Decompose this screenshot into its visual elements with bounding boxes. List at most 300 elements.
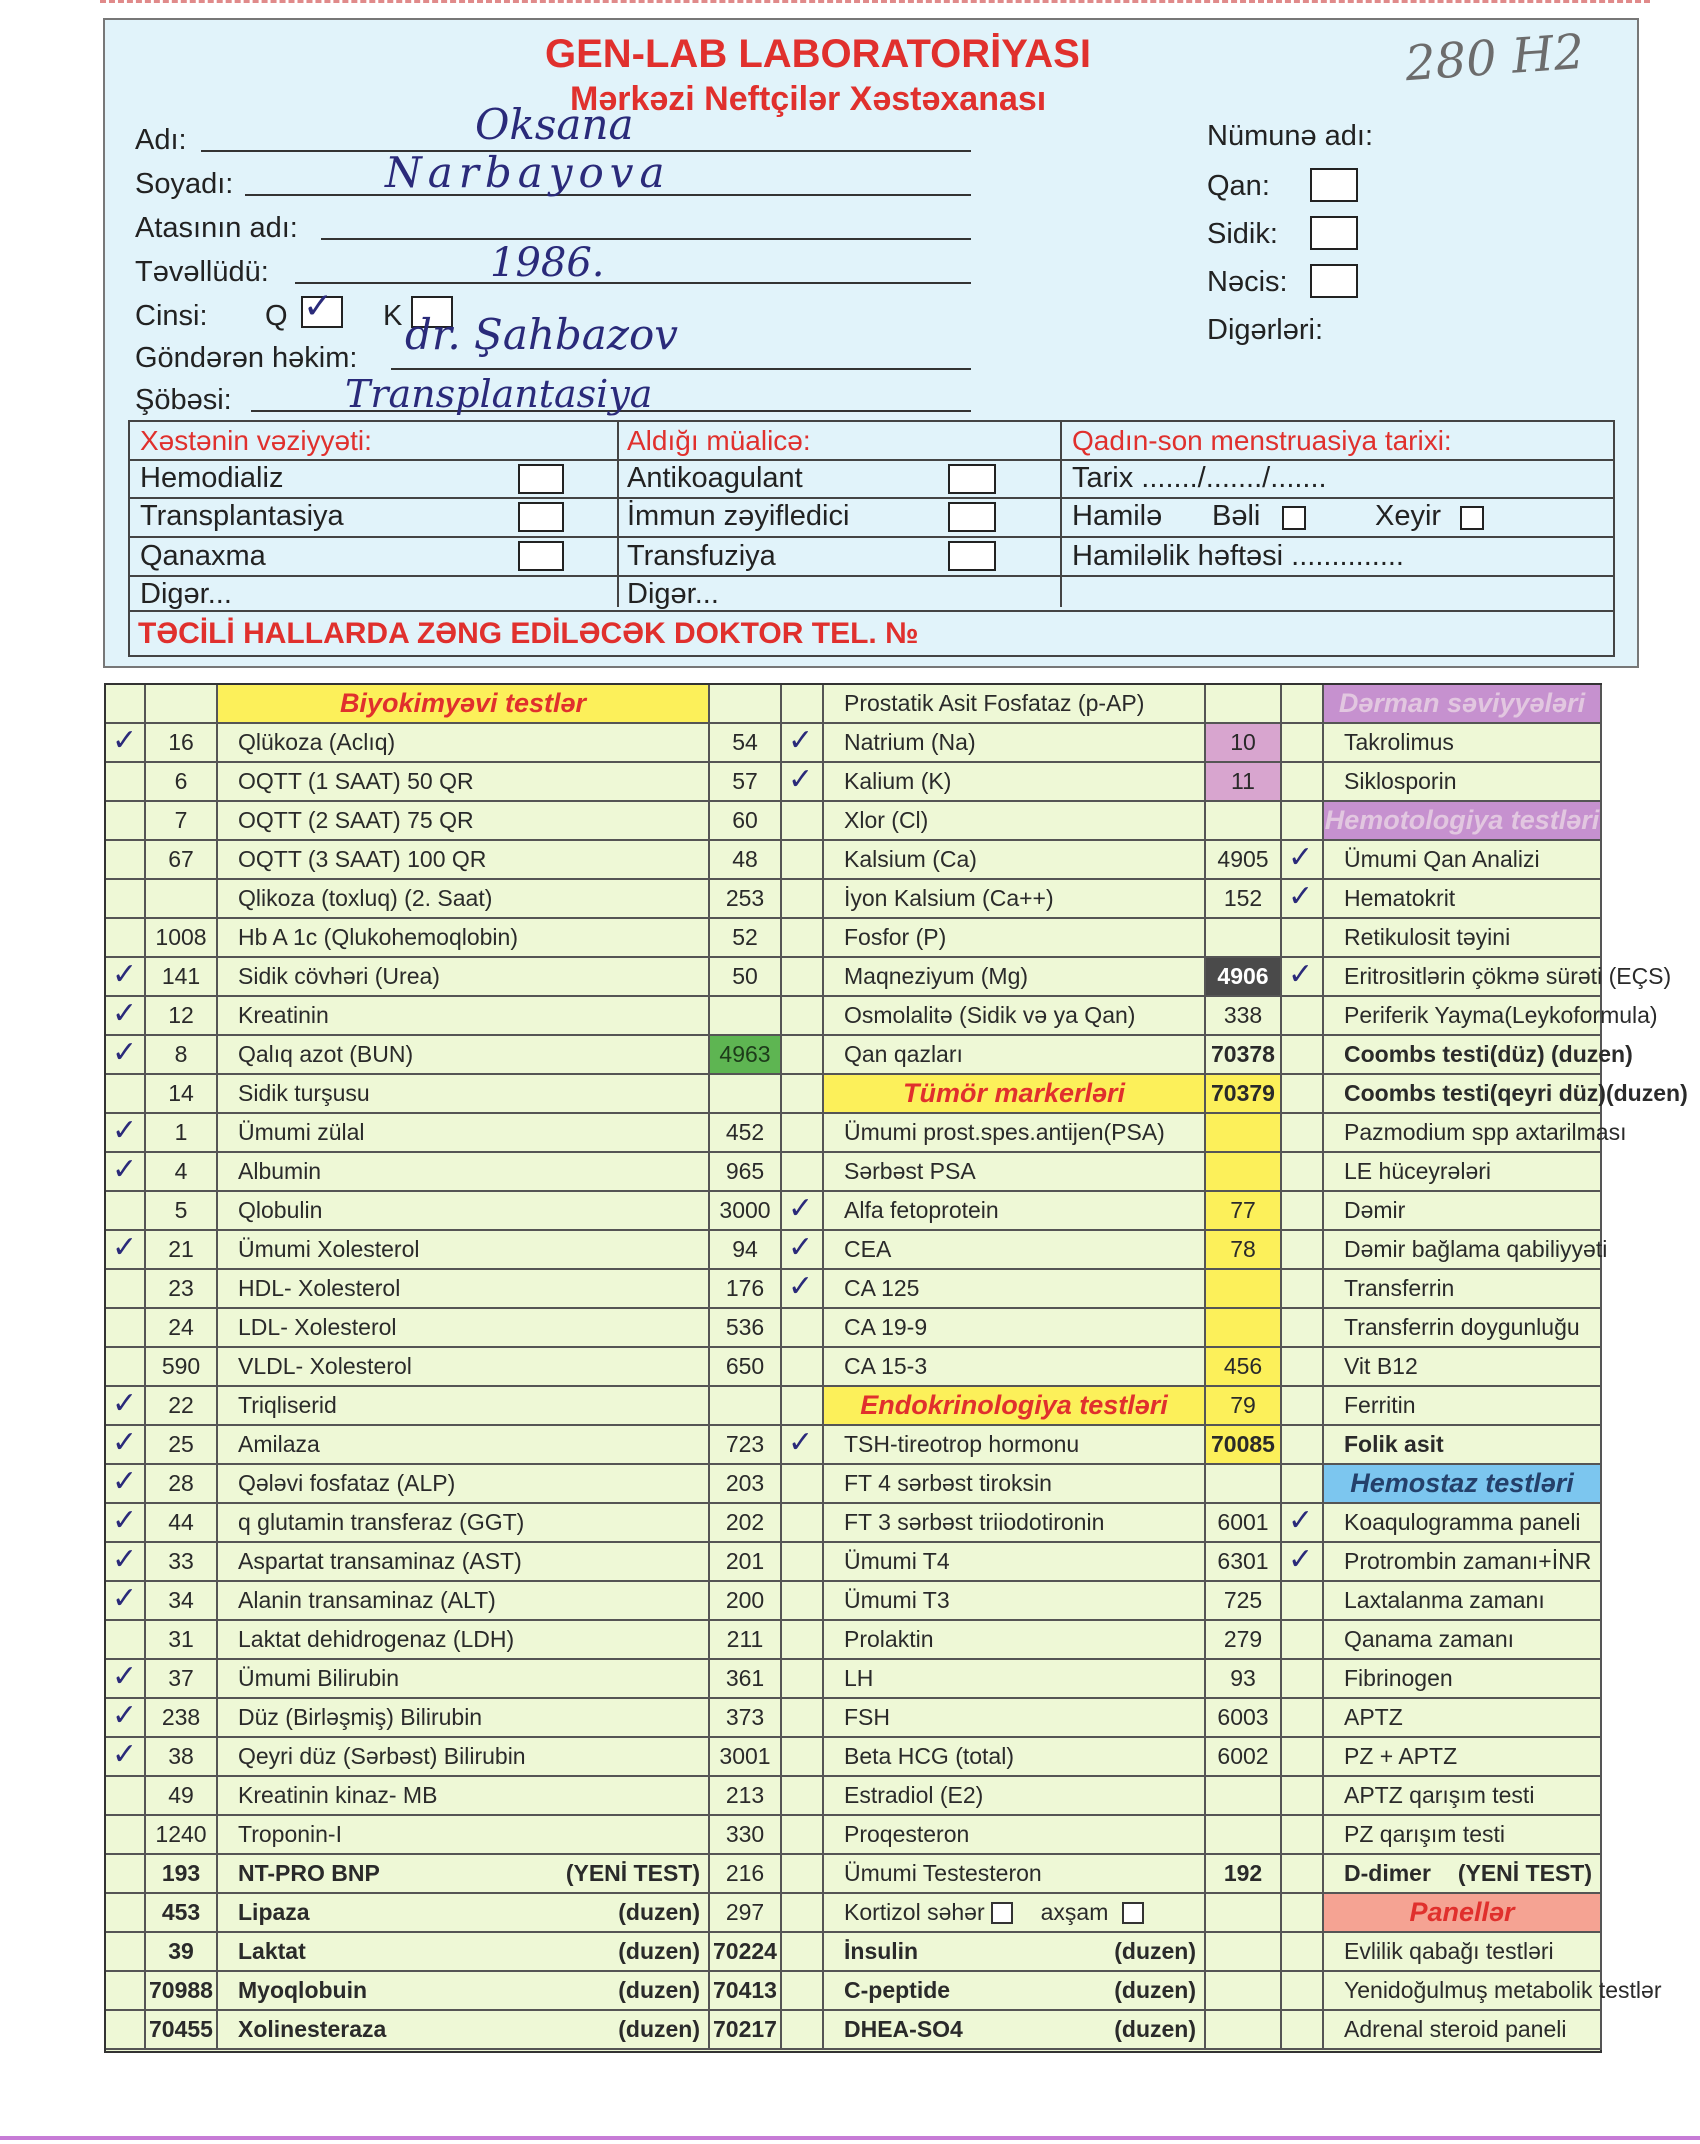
- test-name-text: HDL- Xolesterol: [238, 1275, 401, 1301]
- test-code: 536: [710, 1309, 782, 1348]
- test-name[interactable]: [824, 1894, 1206, 1933]
- test-name[interactable]: [218, 1465, 710, 1504]
- test-name[interactable]: [1324, 1933, 1602, 1972]
- check-cell[interactable]: [1282, 1660, 1324, 1699]
- check-cell[interactable]: [106, 1309, 146, 1348]
- condition-hemodialysis-checkbox[interactable]: [518, 464, 564, 494]
- check-cell[interactable]: [782, 1348, 824, 1387]
- test-name[interactable]: [1324, 1075, 1688, 1114]
- test-code: 57: [710, 763, 782, 802]
- check-cell[interactable]: [782, 1192, 824, 1231]
- check-cell[interactable]: [106, 1816, 146, 1855]
- test-name[interactable]: [824, 1855, 1206, 1894]
- test-name-text: Xolinesteraza: [238, 2016, 387, 2042]
- check-cell[interactable]: [1282, 919, 1324, 958]
- test-code: [1206, 2011, 1282, 2050]
- test-name-text: Ümumi Bilirubin: [238, 1665, 400, 1691]
- test-name[interactable]: [218, 1972, 710, 2011]
- test-name[interactable]: [824, 1738, 1206, 1777]
- check-cell[interactable]: [782, 958, 824, 997]
- pregnancy-week[interactable]: Hamiləlik həftəsi ..............: [1072, 540, 1404, 572]
- test-name[interactable]: [1324, 880, 1602, 919]
- test-name[interactable]: [1324, 1114, 1627, 1153]
- test-code: 8: [146, 1036, 218, 1075]
- test-name[interactable]: [218, 1270, 710, 1309]
- test-note: (düz) (duzen): [1489, 1041, 1633, 1067]
- sample-urine-checkbox[interactable]: [1310, 216, 1358, 250]
- test-name[interactable]: [218, 1114, 710, 1153]
- test-name[interactable]: [218, 1855, 710, 1894]
- check-cell[interactable]: [106, 724, 146, 763]
- check-cell[interactable]: [106, 1387, 146, 1426]
- test-name[interactable]: [824, 1270, 1206, 1309]
- check-cell[interactable]: [1282, 1777, 1324, 1816]
- check-cell[interactable]: [1282, 2011, 1324, 2050]
- check-cell[interactable]: [106, 1348, 146, 1387]
- check-cell[interactable]: [782, 1816, 824, 1855]
- check-cell[interactable]: [106, 1777, 146, 1816]
- test-name[interactable]: [218, 1504, 710, 1543]
- test-name[interactable]: [218, 841, 710, 880]
- test-name[interactable]: [824, 1231, 1206, 1270]
- test-note: (duzen): [618, 1977, 700, 2003]
- check-cell[interactable]: [1282, 1855, 1324, 1894]
- check-cell[interactable]: [1282, 1348, 1324, 1387]
- check-cell[interactable]: [782, 1660, 824, 1699]
- test-name[interactable]: [1324, 1660, 1602, 1699]
- test-name[interactable]: [1324, 1699, 1602, 1738]
- name-value[interactable]: Oksana: [475, 100, 634, 149]
- check-cell[interactable]: [782, 1699, 824, 1738]
- test-name[interactable]: [218, 1621, 710, 1660]
- test-name[interactable]: [1324, 1192, 1602, 1231]
- check-cell[interactable]: [106, 1699, 146, 1738]
- check-cell[interactable]: [106, 880, 146, 919]
- test-name[interactable]: [1324, 1153, 1602, 1192]
- check-cell[interactable]: [106, 763, 146, 802]
- test-code: 67: [146, 841, 218, 880]
- test-name-text: Coombs testi: [1344, 1080, 1490, 1106]
- check-cell[interactable]: [782, 763, 824, 802]
- test-name[interactable]: [218, 1075, 710, 1114]
- test-name[interactable]: [824, 1660, 1206, 1699]
- test-code: 330: [710, 1816, 782, 1855]
- test-code: 31: [146, 1621, 218, 1660]
- check-cell[interactable]: [1282, 1192, 1324, 1231]
- test-name[interactable]: [218, 1894, 710, 1933]
- check-cell[interactable]: [1282, 1738, 1324, 1777]
- check-mark-icon: ✓: [112, 1425, 138, 1460]
- sample-title: Nümunə adı:: [1207, 120, 1374, 152]
- test-name[interactable]: [218, 1231, 710, 1270]
- test-name[interactable]: [1324, 1309, 1602, 1348]
- check-cell[interactable]: [782, 802, 824, 841]
- check-cell[interactable]: [782, 724, 824, 763]
- check-cell[interactable]: [1282, 1387, 1324, 1426]
- test-name[interactable]: [824, 1348, 1206, 1387]
- test-name[interactable]: [1324, 1426, 1602, 1465]
- check-cell[interactable]: [106, 1894, 146, 1933]
- check-mark-icon: ✓: [112, 1542, 138, 1577]
- test-name[interactable]: [1324, 724, 1602, 763]
- code-cell: [1206, 685, 1282, 724]
- check-cell[interactable]: [106, 1972, 146, 2011]
- check-cell[interactable]: [782, 1621, 824, 1660]
- test-code: 21: [146, 1231, 218, 1270]
- sample-stool-checkbox[interactable]: [1310, 264, 1358, 298]
- check-cell[interactable]: [782, 1153, 824, 1192]
- check-cell[interactable]: [1282, 1075, 1324, 1114]
- check-cell[interactable]: [782, 1972, 824, 2011]
- test-name[interactable]: [824, 1504, 1206, 1543]
- test-name[interactable]: [218, 1777, 710, 1816]
- test-name[interactable]: [824, 1699, 1206, 1738]
- test-name[interactable]: [1324, 1543, 1602, 1582]
- check-cell[interactable]: [106, 802, 146, 841]
- check-cell[interactable]: [782, 1894, 824, 1933]
- check-cell[interactable]: [782, 880, 824, 919]
- check-cell[interactable]: [106, 1270, 146, 1309]
- check-cell[interactable]: [106, 1543, 146, 1582]
- test-name[interactable]: [218, 1582, 710, 1621]
- test-name-text: Kalsium (Ca): [844, 846, 977, 872]
- check-cell[interactable]: [782, 1738, 824, 1777]
- test-name[interactable]: [218, 958, 710, 997]
- check-cell[interactable]: [782, 1036, 824, 1075]
- check-cell[interactable]: [1282, 1816, 1324, 1855]
- test-name[interactable]: [218, 763, 710, 802]
- test-code: [1206, 919, 1282, 958]
- test-name[interactable]: [1324, 919, 1602, 958]
- check-mark-icon: ✓: [1288, 840, 1314, 875]
- test-name[interactable]: [824, 2011, 1206, 2050]
- treatment-transfusion-checkbox[interactable]: [948, 541, 996, 571]
- test-name-text: Periferik Yayma(Leykoformula): [1344, 1002, 1658, 1028]
- test-name-text: TSH-tireotrop hormonu: [844, 1431, 1080, 1457]
- lab-title: GEN-LAB LABORATORİYASI: [545, 32, 1091, 76]
- test-code: 216: [710, 1855, 782, 1894]
- patient-status-table: [128, 420, 1615, 657]
- check-cell[interactable]: [1282, 1270, 1324, 1309]
- test-name[interactable]: [218, 997, 710, 1036]
- check-cell[interactable]: [782, 1933, 824, 1972]
- check-cell[interactable]: [782, 1231, 824, 1270]
- check-cell[interactable]: [1282, 958, 1324, 997]
- test-name[interactable]: [824, 1153, 1206, 1192]
- test-name[interactable]: [1324, 1231, 1608, 1270]
- check-cell[interactable]: [1282, 1699, 1324, 1738]
- check-cell[interactable]: [106, 841, 146, 880]
- condition-bleeding-checkbox[interactable]: [518, 541, 564, 571]
- check-cell[interactable]: [106, 919, 146, 958]
- test-code: [1206, 1114, 1282, 1153]
- test-name-text: Transferrin: [1344, 1275, 1455, 1301]
- check-mark-icon: ✓: [112, 1386, 138, 1421]
- section-header: Endokrinologiya testləri: [824, 1387, 1206, 1426]
- code-cell: [146, 685, 218, 724]
- check-cell[interactable]: [106, 1153, 146, 1192]
- test-name-text: Vit B12: [1344, 1353, 1418, 1379]
- check-cell[interactable]: [782, 1114, 824, 1153]
- test-name[interactable]: [218, 1660, 710, 1699]
- check-cell[interactable]: [106, 997, 146, 1036]
- test-code: 176: [710, 1270, 782, 1309]
- test-code: 1008: [146, 919, 218, 958]
- test-name[interactable]: [1324, 997, 1658, 1036]
- condition-bleeding: Qanaxma: [140, 540, 266, 572]
- morning-checkbox[interactable]: [991, 1902, 1013, 1924]
- test-code: 1: [146, 1114, 218, 1153]
- test-note: (duzen): [1114, 2016, 1196, 2042]
- check-cell[interactable]: [106, 1933, 146, 1972]
- test-name[interactable]: [824, 841, 1206, 880]
- check-cell[interactable]: [782, 841, 824, 880]
- menstruation-date[interactable]: Tarix ......./......./.......: [1072, 462, 1327, 494]
- test-name[interactable]: [1324, 1504, 1602, 1543]
- test-name[interactable]: [824, 1621, 1206, 1660]
- condition-transplant-checkbox[interactable]: [518, 502, 564, 532]
- test-code: 3000: [710, 1192, 782, 1231]
- check-cell[interactable]: [1282, 1114, 1324, 1153]
- test-name[interactable]: [824, 1933, 1206, 1972]
- surname-label: Soyadı:: [135, 168, 234, 200]
- test-code: 39: [146, 1933, 218, 1972]
- check-cell[interactable]: [1282, 1582, 1324, 1621]
- check-cell[interactable]: [1282, 1036, 1324, 1075]
- check-cell[interactable]: [1282, 1543, 1324, 1582]
- check-cell[interactable]: [782, 1582, 824, 1621]
- check-cell[interactable]: [106, 1855, 146, 1894]
- test-name[interactable]: [824, 919, 1206, 958]
- pregnant-no-checkbox[interactable]: [1460, 506, 1484, 530]
- test-name-text: Eritrositlərin çökmə sürəti (EÇS): [1344, 963, 1672, 989]
- check-cell[interactable]: [106, 1621, 146, 1660]
- test-name[interactable]: [824, 802, 1206, 841]
- test-name[interactable]: [218, 1348, 710, 1387]
- test-name[interactable]: [824, 1114, 1206, 1153]
- check-cell[interactable]: [106, 1660, 146, 1699]
- check-cell[interactable]: [1282, 724, 1324, 763]
- sample-blood-checkbox[interactable]: [1310, 168, 1358, 202]
- check-cell[interactable]: [106, 1582, 146, 1621]
- test-name-text: Ümumi Xolesterol: [238, 1236, 420, 1262]
- test-code: 4906: [1206, 958, 1282, 997]
- check-cell[interactable]: [1282, 997, 1324, 1036]
- evening-checkbox[interactable]: [1122, 1902, 1144, 1924]
- check-cell[interactable]: [1282, 1972, 1324, 2011]
- test-name[interactable]: [824, 1582, 1206, 1621]
- doctor-value[interactable]: dr. Şahbazov: [405, 310, 678, 359]
- test-name[interactable]: [824, 685, 1206, 724]
- check-cell[interactable]: [1282, 1426, 1324, 1465]
- check-cell[interactable]: [1282, 763, 1324, 802]
- check-cell: [106, 685, 146, 724]
- test-name[interactable]: [1324, 841, 1602, 880]
- test-name[interactable]: [824, 763, 1206, 802]
- test-code: 6003: [1206, 1699, 1282, 1738]
- check-cell[interactable]: [1282, 841, 1324, 880]
- check-cell[interactable]: [782, 1777, 824, 1816]
- check-cell[interactable]: [782, 2011, 824, 2050]
- test-name-text: Sərbəst PSA: [844, 1158, 976, 1184]
- check-cell[interactable]: [782, 1504, 824, 1543]
- code-cell: [710, 1387, 782, 1426]
- condition-transplant: Transplantasiya: [140, 500, 344, 532]
- check-cell[interactable]: [782, 919, 824, 958]
- check-cell[interactable]: [782, 1855, 824, 1894]
- check-cell[interactable]: [1282, 1621, 1324, 1660]
- gender-label: Cinsi:: [135, 300, 208, 332]
- test-name[interactable]: [218, 1036, 710, 1075]
- test-code: 211: [710, 1621, 782, 1660]
- check-cell[interactable]: [106, 1465, 146, 1504]
- test-name-text: Alfa fetoprotein: [844, 1197, 999, 1223]
- test-name[interactable]: [218, 1933, 710, 1972]
- test-name[interactable]: [824, 1465, 1206, 1504]
- test-name-text: Ümumi zülal: [238, 1119, 365, 1145]
- test-name[interactable]: [1324, 1738, 1602, 1777]
- test-name[interactable]: [1324, 1582, 1602, 1621]
- test-code: 70085: [1206, 1426, 1282, 1465]
- check-cell[interactable]: [106, 1738, 146, 1777]
- test-code: 202: [710, 1504, 782, 1543]
- check-cell[interactable]: [106, 1231, 146, 1270]
- test-name[interactable]: [1324, 1621, 1602, 1660]
- check-cell[interactable]: [782, 1309, 824, 1348]
- check-cell[interactable]: [1282, 1933, 1324, 1972]
- check-cell[interactable]: [106, 958, 146, 997]
- check-cell[interactable]: [1282, 1231, 1324, 1270]
- test-name-text: Qalıq azot (BUN): [238, 1041, 414, 1067]
- check-cell[interactable]: [1282, 880, 1324, 919]
- check-cell[interactable]: [1282, 1153, 1324, 1192]
- test-name[interactable]: [1324, 1387, 1602, 1426]
- test-name[interactable]: [1324, 1777, 1602, 1816]
- check-cell[interactable]: [106, 2011, 146, 2050]
- check-cell[interactable]: [782, 1543, 824, 1582]
- test-name-text: Takrolimus: [1344, 729, 1454, 755]
- test-name[interactable]: [824, 997, 1206, 1036]
- test-name-text: CEA: [844, 1236, 892, 1262]
- test-name[interactable]: [824, 958, 1206, 997]
- test-code: [1206, 1816, 1282, 1855]
- test-code: 725: [1206, 1582, 1282, 1621]
- test-name[interactable]: [824, 1192, 1206, 1231]
- test-name[interactable]: [218, 1426, 710, 1465]
- test-name[interactable]: [218, 724, 710, 763]
- test-name[interactable]: [218, 1153, 710, 1192]
- birth-value[interactable]: 1986.: [490, 240, 605, 286]
- test-name[interactable]: [824, 1972, 1206, 2011]
- test-name[interactable]: [218, 919, 710, 958]
- test-code: 12: [146, 997, 218, 1036]
- test-name-text: Adrenal steroid paneli: [1344, 2016, 1567, 2042]
- check-cell[interactable]: [782, 1270, 824, 1309]
- test-code: 373: [710, 1699, 782, 1738]
- check-cell[interactable]: [106, 1075, 146, 1114]
- test-code: [710, 997, 782, 1036]
- test-code: 52: [710, 919, 782, 958]
- check-cell[interactable]: [106, 1504, 146, 1543]
- test-name[interactable]: [218, 1543, 710, 1582]
- test-name[interactable]: [1324, 2011, 1602, 2050]
- test-code: [1206, 1270, 1282, 1309]
- check-cell[interactable]: [782, 685, 824, 724]
- test-name[interactable]: [824, 1543, 1206, 1582]
- test-name[interactable]: [218, 802, 710, 841]
- test-code: 193: [146, 1855, 218, 1894]
- department-value[interactable]: Transplantasiya: [345, 372, 653, 416]
- test-name[interactable]: [1324, 1855, 1602, 1894]
- test-code: 453: [146, 1894, 218, 1933]
- test-name[interactable]: [218, 880, 710, 919]
- check-cell[interactable]: [1282, 1309, 1324, 1348]
- test-name[interactable]: [824, 1036, 1206, 1075]
- test-name[interactable]: [824, 1309, 1206, 1348]
- check-cell[interactable]: [782, 1465, 824, 1504]
- test-name[interactable]: [218, 1387, 710, 1426]
- test-name[interactable]: [824, 880, 1206, 919]
- test-name[interactable]: [1324, 1816, 1602, 1855]
- test-code: 16: [146, 724, 218, 763]
- test-name[interactable]: [824, 724, 1206, 763]
- test-name-text: İyon Kalsium (Ca++): [844, 885, 1054, 911]
- test-code: 70413: [710, 1972, 782, 2011]
- test-code: 38: [146, 1738, 218, 1777]
- test-name-text: Coombs testi: [1344, 1041, 1490, 1067]
- test-name[interactable]: [1324, 1036, 1633, 1075]
- check-cell[interactable]: [782, 1426, 824, 1465]
- check-cell[interactable]: [782, 997, 824, 1036]
- check-cell[interactable]: [106, 1036, 146, 1075]
- section-header: Biyokimyəvi testlər: [218, 685, 710, 724]
- pregnant-no-label: Xeyir: [1375, 500, 1442, 532]
- test-name[interactable]: [218, 1192, 710, 1231]
- treatment-anticoagulant-checkbox[interactable]: [948, 464, 996, 494]
- test-name[interactable]: [218, 1699, 710, 1738]
- test-name[interactable]: [824, 1816, 1206, 1855]
- test-name[interactable]: [218, 1738, 710, 1777]
- check-cell[interactable]: [1282, 1504, 1324, 1543]
- test-name[interactable]: [1324, 1972, 1662, 2011]
- check-mark-icon: ✓: [788, 1269, 814, 1304]
- test-name-text: OQTT (2 SAAT) 75 QR: [238, 807, 474, 833]
- test-name[interactable]: [218, 2011, 710, 2050]
- check-mark-icon: ✓: [112, 1464, 138, 1499]
- surname-value[interactable]: Narbayova: [385, 148, 671, 197]
- test-code: 79: [1206, 1387, 1282, 1426]
- test-name[interactable]: [218, 1816, 710, 1855]
- pregnant-yes-checkbox[interactable]: [1282, 506, 1306, 530]
- check-cell: [1282, 685, 1324, 724]
- test-name[interactable]: [1324, 1270, 1602, 1309]
- test-code: [1206, 1153, 1282, 1192]
- test-name[interactable]: [1324, 958, 1672, 997]
- check-cell[interactable]: [106, 1426, 146, 1465]
- check-cell[interactable]: [106, 1114, 146, 1153]
- test-name[interactable]: [824, 1426, 1206, 1465]
- test-name[interactable]: [218, 1309, 710, 1348]
- test-name[interactable]: [1324, 1348, 1602, 1387]
- test-name[interactable]: [1324, 763, 1602, 802]
- test-code: 297: [710, 1894, 782, 1933]
- test-name-text: NT-PRO BNP: [238, 1860, 380, 1886]
- treatment-immunosuppressant-checkbox[interactable]: [948, 502, 996, 532]
- test-code: [1206, 1309, 1282, 1348]
- test-code: 6002: [1206, 1738, 1282, 1777]
- check-cell[interactable]: [106, 1192, 146, 1231]
- test-name[interactable]: [824, 1777, 1206, 1816]
